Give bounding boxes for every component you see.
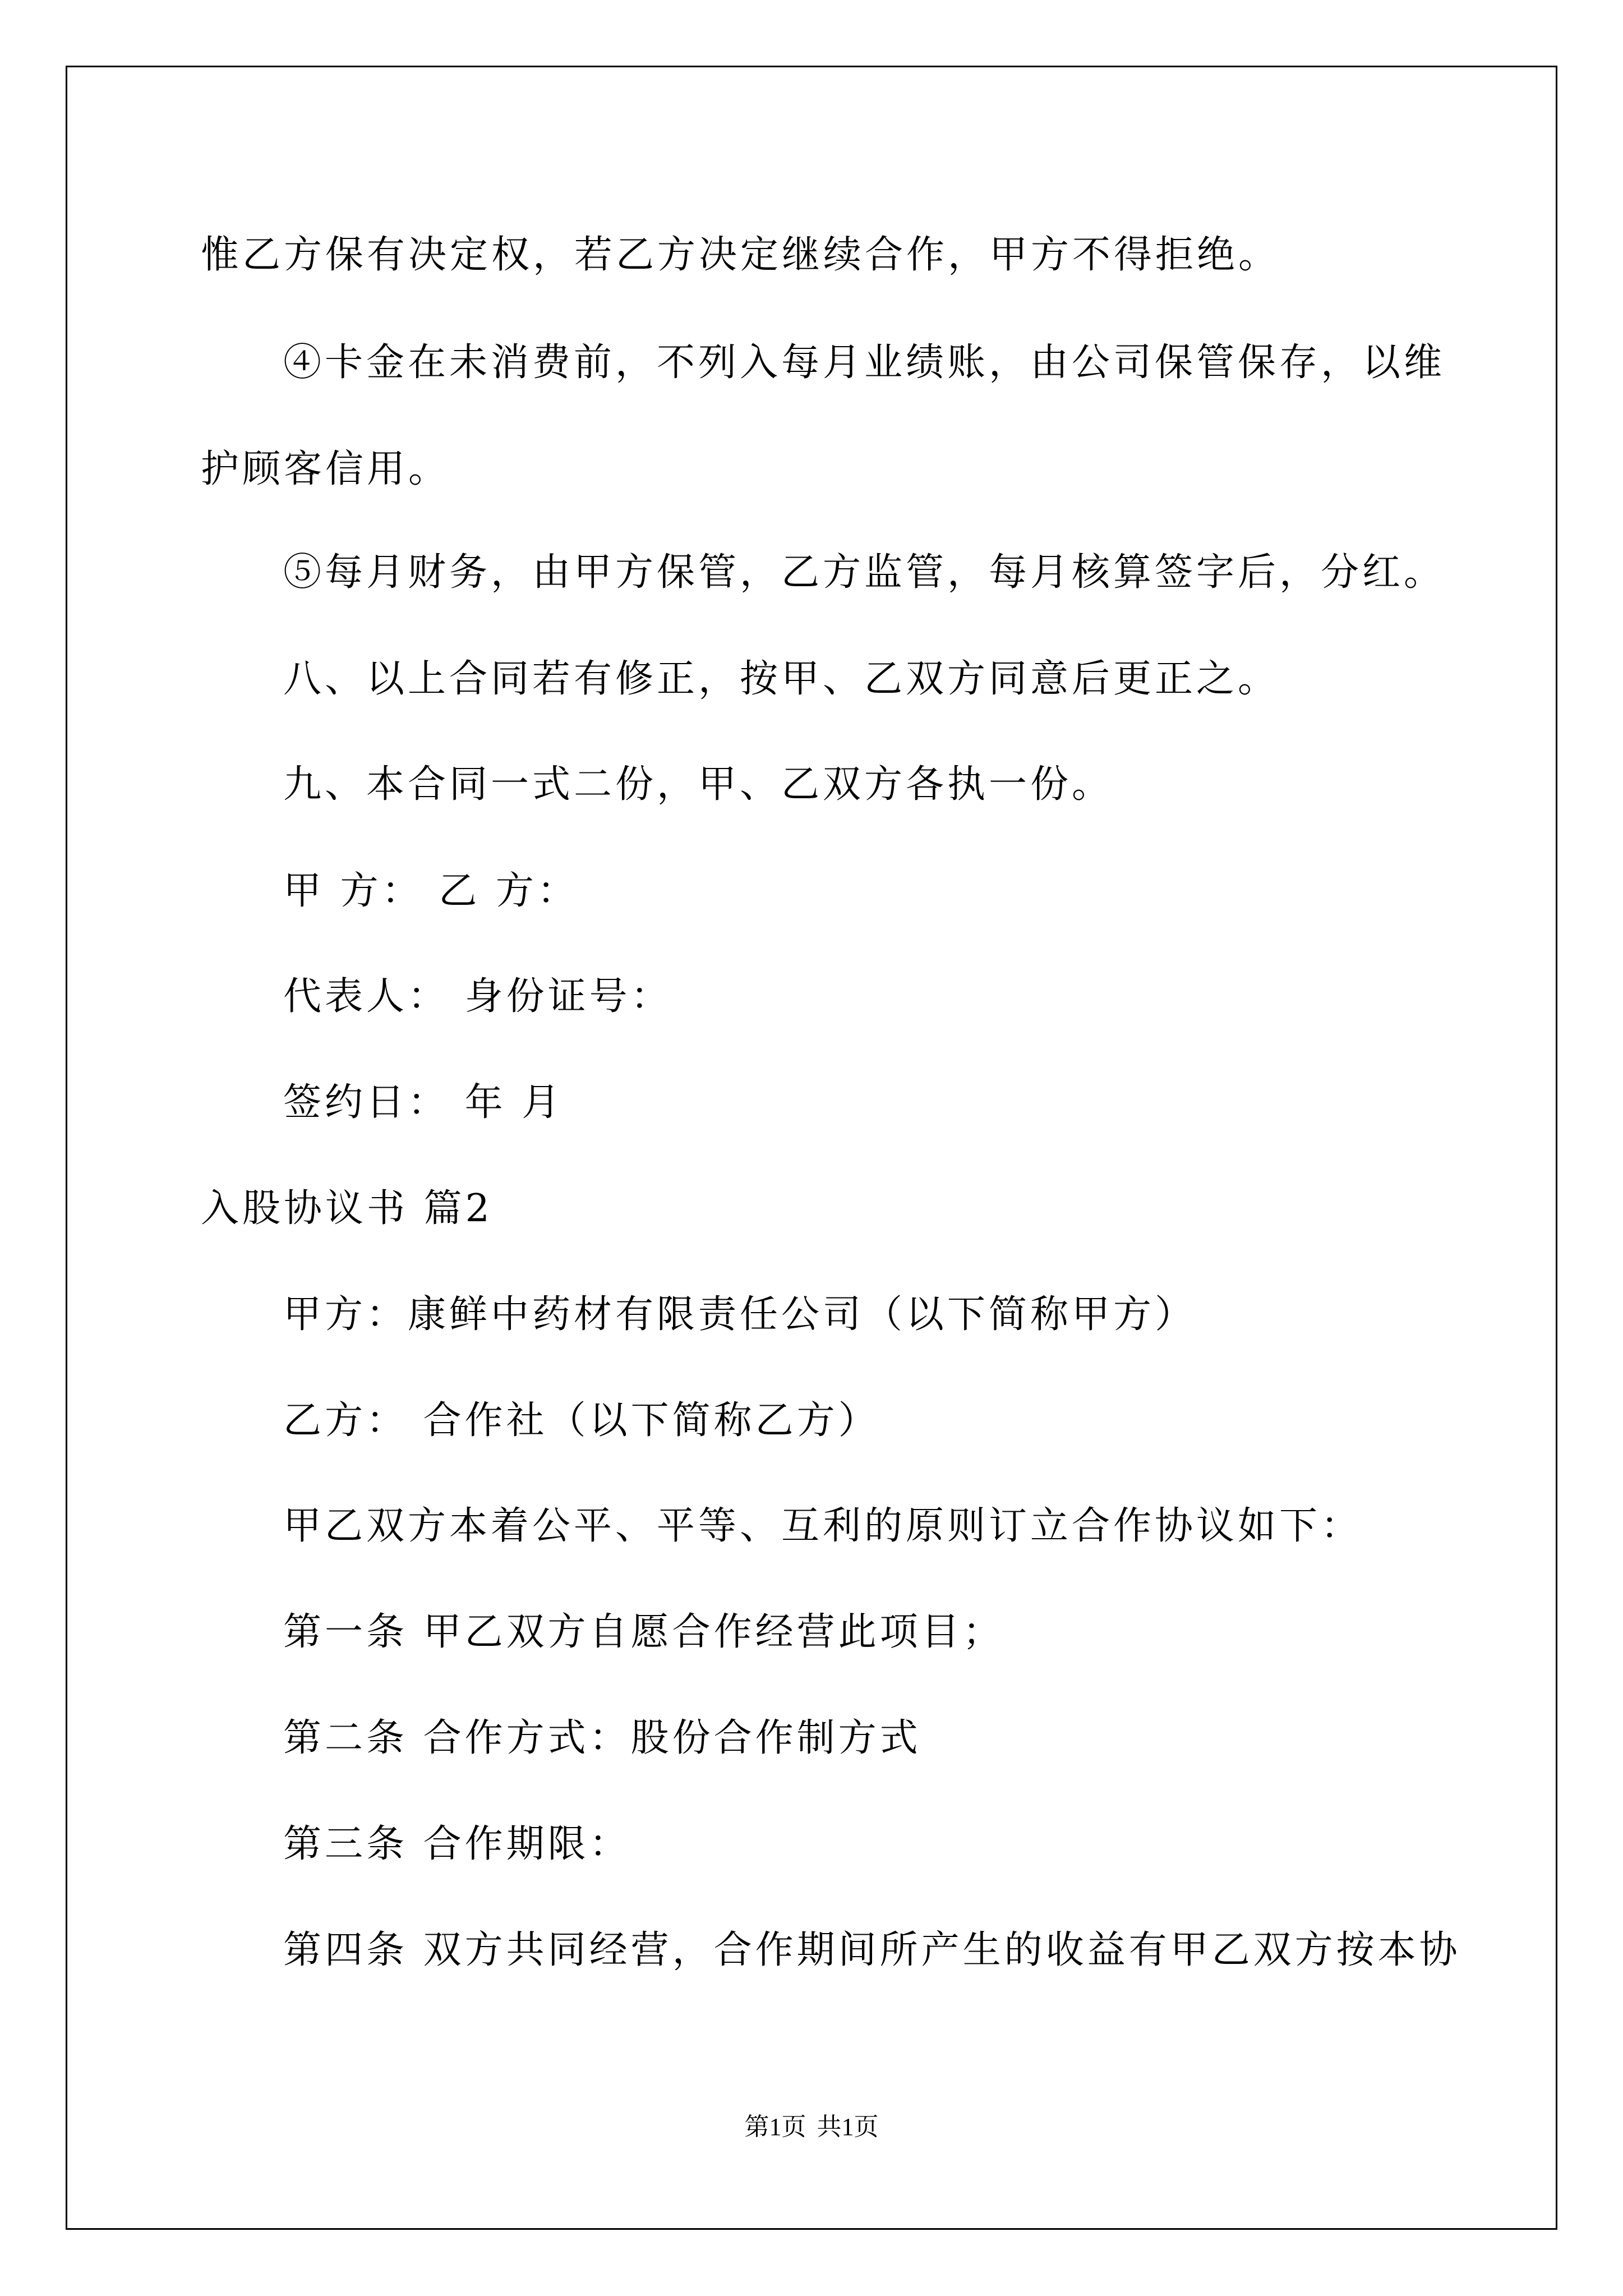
- section-heading: 入股协议书 篇2: [201, 1186, 493, 1231]
- page-border: [66, 66, 1557, 2230]
- article-2-line: 第二条 合作方式：股份合作制方式: [283, 1716, 921, 1760]
- body-line-5: 八、以上合同若有修正，按甲、乙双方同意后更正之。: [283, 657, 1280, 701]
- article-3-line: 第三条 合作期限：: [283, 1822, 631, 1866]
- body-line-2: ④卡金在未消费前，不列入每月业绩账，由公司保管保存，以维: [283, 341, 1446, 385]
- signature-representative-line: 代表人： 身份证号：: [283, 974, 672, 1019]
- signature-party-line: 甲 方： 乙 方：: [283, 869, 579, 913]
- body-line-1: 惟乙方保有决定权，若乙方决定继续合作，甲方不得拒绝。: [201, 233, 1280, 277]
- body-line-3: 护顾客信用。: [201, 447, 450, 491]
- article-4-line: 第四条 双方共同经营，合作期间所产生的收益有甲乙双方按本协: [283, 1928, 1461, 1972]
- preamble-line: 甲乙双方本着公平、平等、互利的原则订立合作协议如下：: [283, 1504, 1363, 1548]
- body-line-6: 九、本合同一式二份，甲、乙双方各执一份。: [283, 762, 1114, 807]
- signature-date-line: 签约日： 年 月: [283, 1080, 564, 1125]
- article-1-line: 第一条 甲乙双方自愿合作经营此项目；: [283, 1610, 1004, 1654]
- body-line-4: ⑤每月财务，由甲方保管，乙方监管，每月核算签字后，分红。: [283, 550, 1446, 595]
- party-b-line: 乙方： 合作社（以下简称乙方）: [283, 1398, 880, 1443]
- party-a-line: 甲方：康鲜中药材有限责任公司（以下简称甲方）: [283, 1292, 1197, 1337]
- page-footer: 第1页 共1页: [744, 2113, 879, 2141]
